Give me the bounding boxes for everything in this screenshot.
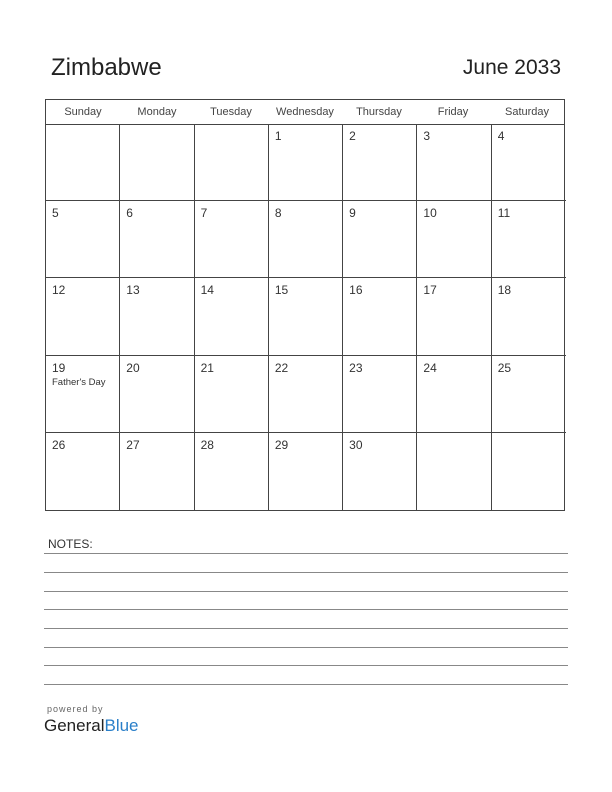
day-cell — [417, 356, 491, 433]
day-cell — [120, 124, 194, 201]
day-cell — [492, 356, 566, 433]
day-cell — [492, 201, 566, 278]
day-cell — [269, 201, 343, 278]
day-cell — [343, 356, 417, 433]
day-number: 28 — [200, 437, 214, 452]
brand-general: General — [44, 716, 105, 735]
day-cell — [120, 278, 194, 355]
day-cell — [417, 278, 491, 355]
notes-label: NOTES: — [48, 537, 93, 551]
day-number: 30 — [349, 437, 363, 452]
day-number: 21 — [200, 360, 214, 375]
day-number: 4 — [497, 129, 505, 143]
day-number: 2 — [349, 129, 356, 143]
month-year-title: June 2033 — [462, 56, 561, 79]
day-number: 3 — [423, 129, 431, 143]
day-number: 1 — [274, 129, 282, 143]
day-cell — [269, 433, 343, 510]
day-number: 15 — [274, 283, 289, 298]
holiday-label: Father's Day — [52, 376, 106, 388]
day-number: 20 — [126, 360, 140, 375]
day-number: 11 — [497, 206, 511, 221]
notes-rule-line — [44, 609, 568, 610]
day-cell — [46, 201, 120, 278]
day-number: 16 — [349, 283, 363, 298]
day-number: 26 — [52, 437, 66, 452]
weekday-wednesday: Wednesday — [276, 106, 334, 118]
day-cell — [46, 356, 120, 433]
day-cell — [417, 124, 491, 201]
day-number: 29 — [274, 437, 289, 452]
day-cell — [343, 278, 417, 355]
day-number: 25 — [497, 360, 512, 375]
powered-by-text: powered by — [47, 704, 104, 714]
notes-rule-line — [44, 553, 568, 554]
day-cell — [492, 124, 566, 201]
day-cell — [46, 278, 120, 355]
calendar-grid — [45, 99, 565, 511]
day-cell — [343, 124, 417, 201]
day-cell — [195, 124, 269, 201]
country-title: Zimbabwe — [51, 54, 162, 81]
weekday-sunday: Sunday — [64, 106, 102, 118]
day-cell — [269, 356, 343, 433]
weekday-saturday: Saturday — [504, 106, 550, 118]
day-cell — [492, 278, 566, 355]
day-number: 24 — [423, 360, 437, 375]
day-cell — [120, 356, 194, 433]
day-cell — [46, 433, 120, 510]
notes-rule-line — [44, 591, 568, 592]
day-cell — [195, 278, 269, 355]
day-number: 9 — [349, 206, 356, 221]
notes-rule-line — [44, 572, 568, 573]
day-number: 14 — [200, 283, 214, 298]
day-number: 8 — [274, 206, 282, 221]
weekday-thursday: Thursday — [356, 106, 402, 118]
day-cell — [195, 356, 269, 433]
day-number: 22 — [274, 360, 289, 375]
day-cell — [417, 201, 491, 278]
weekday-friday: Friday — [437, 106, 469, 118]
day-cell — [269, 278, 343, 355]
day-cell — [269, 124, 343, 201]
weekday-tuesday: Tuesday — [210, 106, 252, 118]
day-cell — [343, 201, 417, 278]
day-number: 12 — [52, 283, 66, 298]
day-cell — [195, 201, 269, 278]
notes-rule-line — [44, 628, 568, 629]
generalblue-logo — [44, 716, 139, 736]
day-number: 7 — [200, 206, 208, 221]
weekday-monday: Monday — [137, 106, 177, 118]
day-number: 10 — [423, 206, 437, 221]
notes-rule-line — [44, 647, 568, 648]
day-cell — [120, 433, 194, 510]
day-number: 23 — [349, 360, 363, 375]
day-cell — [120, 201, 194, 278]
day-cell — [46, 124, 120, 201]
notes-rule-line — [44, 684, 568, 685]
day-cells — [46, 124, 564, 510]
day-cell — [195, 433, 269, 510]
day-number: 13 — [126, 283, 140, 298]
day-number: 17 — [423, 283, 437, 298]
day-number: 19 — [52, 360, 66, 375]
day-cell — [343, 433, 417, 510]
weekday-header-row — [46, 100, 564, 125]
brand-blue: Blue — [104, 716, 139, 735]
notes-rule-line — [44, 665, 568, 666]
day-cell — [492, 433, 566, 510]
day-number: 6 — [126, 206, 133, 221]
day-number: 18 — [497, 283, 512, 298]
day-number: 27 — [126, 437, 140, 452]
day-cell — [417, 433, 491, 510]
day-number: 5 — [52, 206, 59, 221]
